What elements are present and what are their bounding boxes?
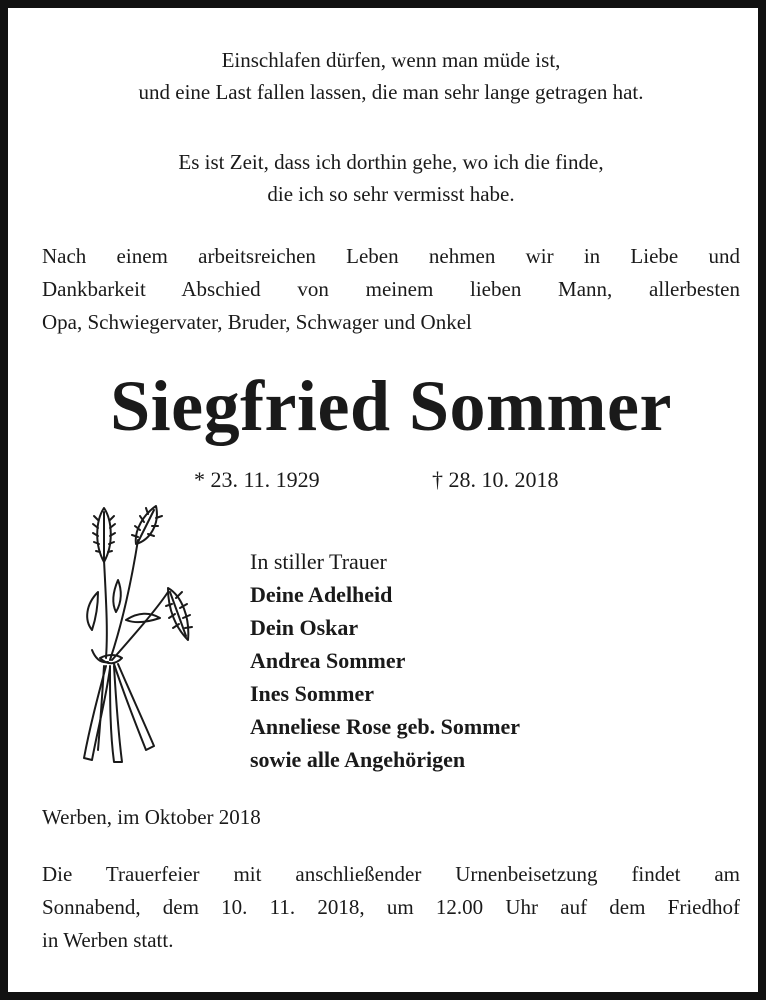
intro-line: Dankbarkeit Abschied von meinem lieben Mann, allerbesten — [42, 277, 740, 301]
mourners-list — [250, 545, 520, 776]
wheat-bundle-icon — [68, 500, 208, 770]
poem-line: Es ist Zeit, dass ich dorthin gehe, wo ich die finde, — [178, 150, 604, 174]
mourner-name: Andrea Sommer — [250, 648, 406, 673]
mourner-name: Ines Sommer — [250, 681, 375, 706]
funeral-line: Sonnabend, dem 10. 11. 2018, um 12.00 Uhr auf dem Friedhof — [42, 895, 740, 919]
mourner-name: Dein Oskar — [250, 615, 359, 640]
intro-line: Nach einem arbeitsreichen Leben nehmen wir in Liebe und — [42, 244, 740, 268]
death-date: † 28. 10. 2018 — [432, 467, 559, 492]
poem-line: Einschlafen dürfen, wenn man müde ist, — [221, 48, 561, 72]
birth-date: * 23. 11. 1929 — [194, 467, 320, 492]
poem-stanza-2 — [26, 146, 756, 210]
place-date: Werben, im Oktober 2018 — [42, 805, 261, 829]
mourner-name: Deine Adelheid — [250, 582, 393, 607]
mourners-heading: In stiller Trauer — [250, 549, 387, 574]
funeral-line: Die Trauerfeier mit anschließender Urnenbeisetzung findet am — [42, 862, 740, 886]
poem-line: und eine Last fallen lassen, die man sehr lange getragen hat. — [138, 80, 644, 104]
funeral-notice — [42, 858, 740, 957]
intro-line: Opa, Schwiegervater, Bruder, Schwager und Onkel — [42, 310, 472, 334]
deceased-name: Siegfried Sommer — [110, 366, 672, 446]
mourner-name: sowie alle Angehörigen — [250, 747, 466, 772]
intro-paragraph — [42, 240, 740, 339]
poem-line: die ich so sehr vermisst habe. — [267, 182, 515, 206]
poem-stanza-1 — [26, 44, 756, 108]
funeral-line: in Werben statt. — [42, 928, 174, 952]
mourner-name: Anneliese Rose geb. Sommer — [250, 714, 521, 739]
